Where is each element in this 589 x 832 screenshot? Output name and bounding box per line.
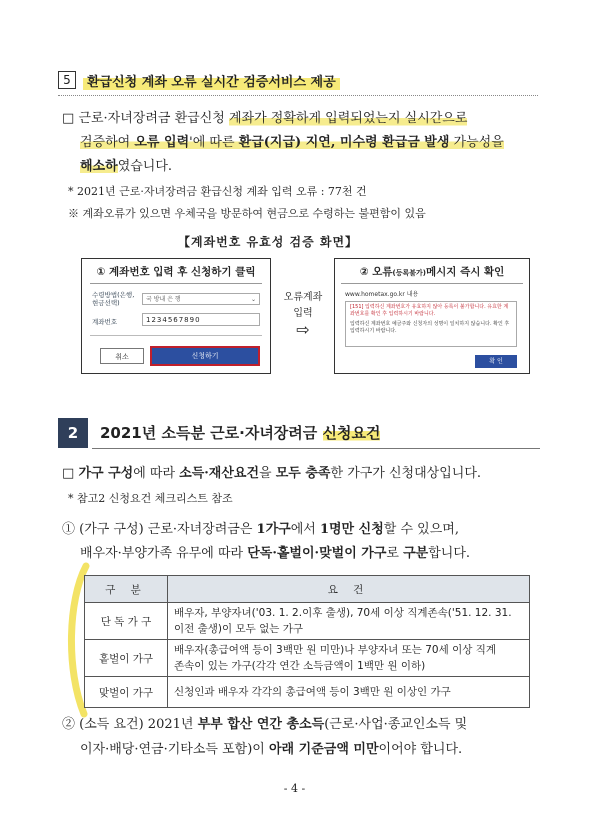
dialog-site: www.hometax.go.kr 내용 [345, 291, 419, 298]
section2-item1: ① (가구 구성) 근로·자녀장려금은 1가구에서 1명만 신청할 수 있으며, [62, 522, 459, 537]
table-row [85, 640, 530, 677]
section5-note2: ※ 계좌오류가 있으면 우체국을 방문하여 현금으로 수령하는 불편함이 있음 [68, 207, 426, 220]
section5-paragraph-line2 [80, 132, 550, 154]
section2-item2-line2: 이자·배당·연금·기타소득 포함)이 아래 기준금액 미만이어야 합니다. [80, 742, 463, 757]
table-head-type: 구 분 [85, 576, 168, 603]
row-type: 맞벌이 가구 [85, 677, 168, 708]
section5-number: 5 [58, 71, 76, 89]
middle-text-2: 입력 [293, 308, 313, 319]
section5-note1: * 2021년 근로·자녀장려금 환급신청 계좌 입력 오류 : 77천 건 [68, 185, 367, 198]
section5-title: 환급신청 계좌 오류 실시간 검증서비스 제공 [83, 69, 340, 92]
para-highlight: 검증하여 [80, 135, 135, 150]
middle-annotation [276, 290, 330, 338]
dialog-message-2: 입력하신 계좌번호 예금주와 신청자의 성명이 일치하지 않습니다. 확인 후 입력하시기 바랍니다. [350, 321, 510, 334]
account-label: 계좌번호 [92, 318, 118, 326]
page-number: - 4 - [283, 782, 306, 795]
para-bold: 오류 입력 [134, 135, 190, 150]
section5-paragraph-line3 [80, 156, 550, 178]
section5-divider [58, 95, 538, 96]
account-input[interactable]: 1234567890 [142, 313, 260, 326]
cancel-button[interactable]: 취소 [100, 348, 144, 364]
table-row [85, 603, 530, 640]
dialog-message-1: [151] 입력하신 계좌번호가 유효하지 않아 등록이 불가합니다. 유효한 계좌번호를 확인 후 입력하시기 바랍니다. [350, 304, 509, 317]
bank-select-value: 국 방내 은 행 [146, 296, 181, 303]
requirements-table [84, 575, 530, 708]
row-cond: 신청인과 배우자 각각의 총급여액 등이 3백만 원 이상인 가구 [168, 677, 530, 708]
chevron-down-icon: ⌄ [250, 296, 256, 303]
section2-title-text: 2021년 소득분 근로·자녀장려금 [100, 424, 323, 442]
step2-title: ② 오류(등록불가)메시지 즉시 확인 [359, 266, 505, 278]
submit-button[interactable]: 신청하기 [150, 346, 260, 366]
row-type: 홑벌이 가구 [85, 640, 168, 677]
bank-select[interactable] [142, 293, 260, 305]
row-cond: 배우자(총급여액 등이 3백만 원 미만)나 부양자녀 또는 70세 이상 직계 존속이 있는 가구(각각 연간 소득금액이 1백만 원 이하) [168, 640, 530, 677]
para-text: 근로·자녀장려금 환급신청 [78, 111, 229, 126]
para-text: 가능성을 [449, 135, 504, 150]
section2-title [100, 419, 380, 447]
section2-item2: ② (소득 요건) 2021년 부부 합산 연간 총소득(근로·사업·종교인소득 및 [62, 717, 468, 732]
table-head-cond: 요 건 [168, 576, 530, 603]
section2-intro: □ 가구 구성에 따라 소득·재산요건을 모두 충족한 가구가 신청대상입니다. [62, 466, 482, 481]
section2-title-highlight: 신청요건 [322, 424, 381, 442]
section2-number: 2 [58, 418, 88, 448]
section5-heading [58, 68, 340, 92]
step1-title: ① 계좌번호 입력 후 신청하기 클릭 [96, 266, 256, 278]
para-text: '에 따른 [189, 135, 239, 150]
dialog-message-box [345, 301, 517, 347]
section5-paragraph [62, 108, 542, 130]
step2-screenshot [334, 258, 530, 374]
para-bold: 해소하 [80, 159, 118, 174]
ok-button[interactable]: 확 인 [475, 355, 517, 368]
para-bold: 환급(지급) 지연, 미수령 환급금 발생 [238, 135, 450, 150]
middle-text-1: 오류계좌 [283, 292, 323, 303]
section2-divider [92, 448, 540, 449]
screen-caption: 【계좌번호 유효성 검증 화면】 [178, 235, 359, 249]
para-text: 였습니다. [117, 159, 173, 174]
table-row [85, 677, 530, 708]
para-highlight: 계좌가 정확하게 입력되었는지 실시간으로 [228, 111, 468, 126]
bullet-box: □ [62, 111, 75, 126]
bank-label: 수령방법(은행, 현금선택) [92, 291, 135, 307]
row-cond: 배우자, 부양자녀('03. 1. 2.이후 출생), 70세 이상 직계존속('51. 12. 31. 이전 출생)이 모두 없는 가구 [168, 603, 530, 640]
section2-intro-note: * 참고2 신청요건 체크리스트 참조 [68, 492, 233, 505]
section2-item1-line2: 배우자·부양가족 유무에 따라 단독·홑벌이·맞벌이 가구로 구분합니다. [80, 546, 471, 561]
right-arrow-icon: ⇨ [296, 320, 310, 339]
row-type: 단 독 가 구 [85, 603, 168, 640]
requirements-table-wrap [84, 575, 530, 708]
step1-screenshot [81, 258, 271, 374]
